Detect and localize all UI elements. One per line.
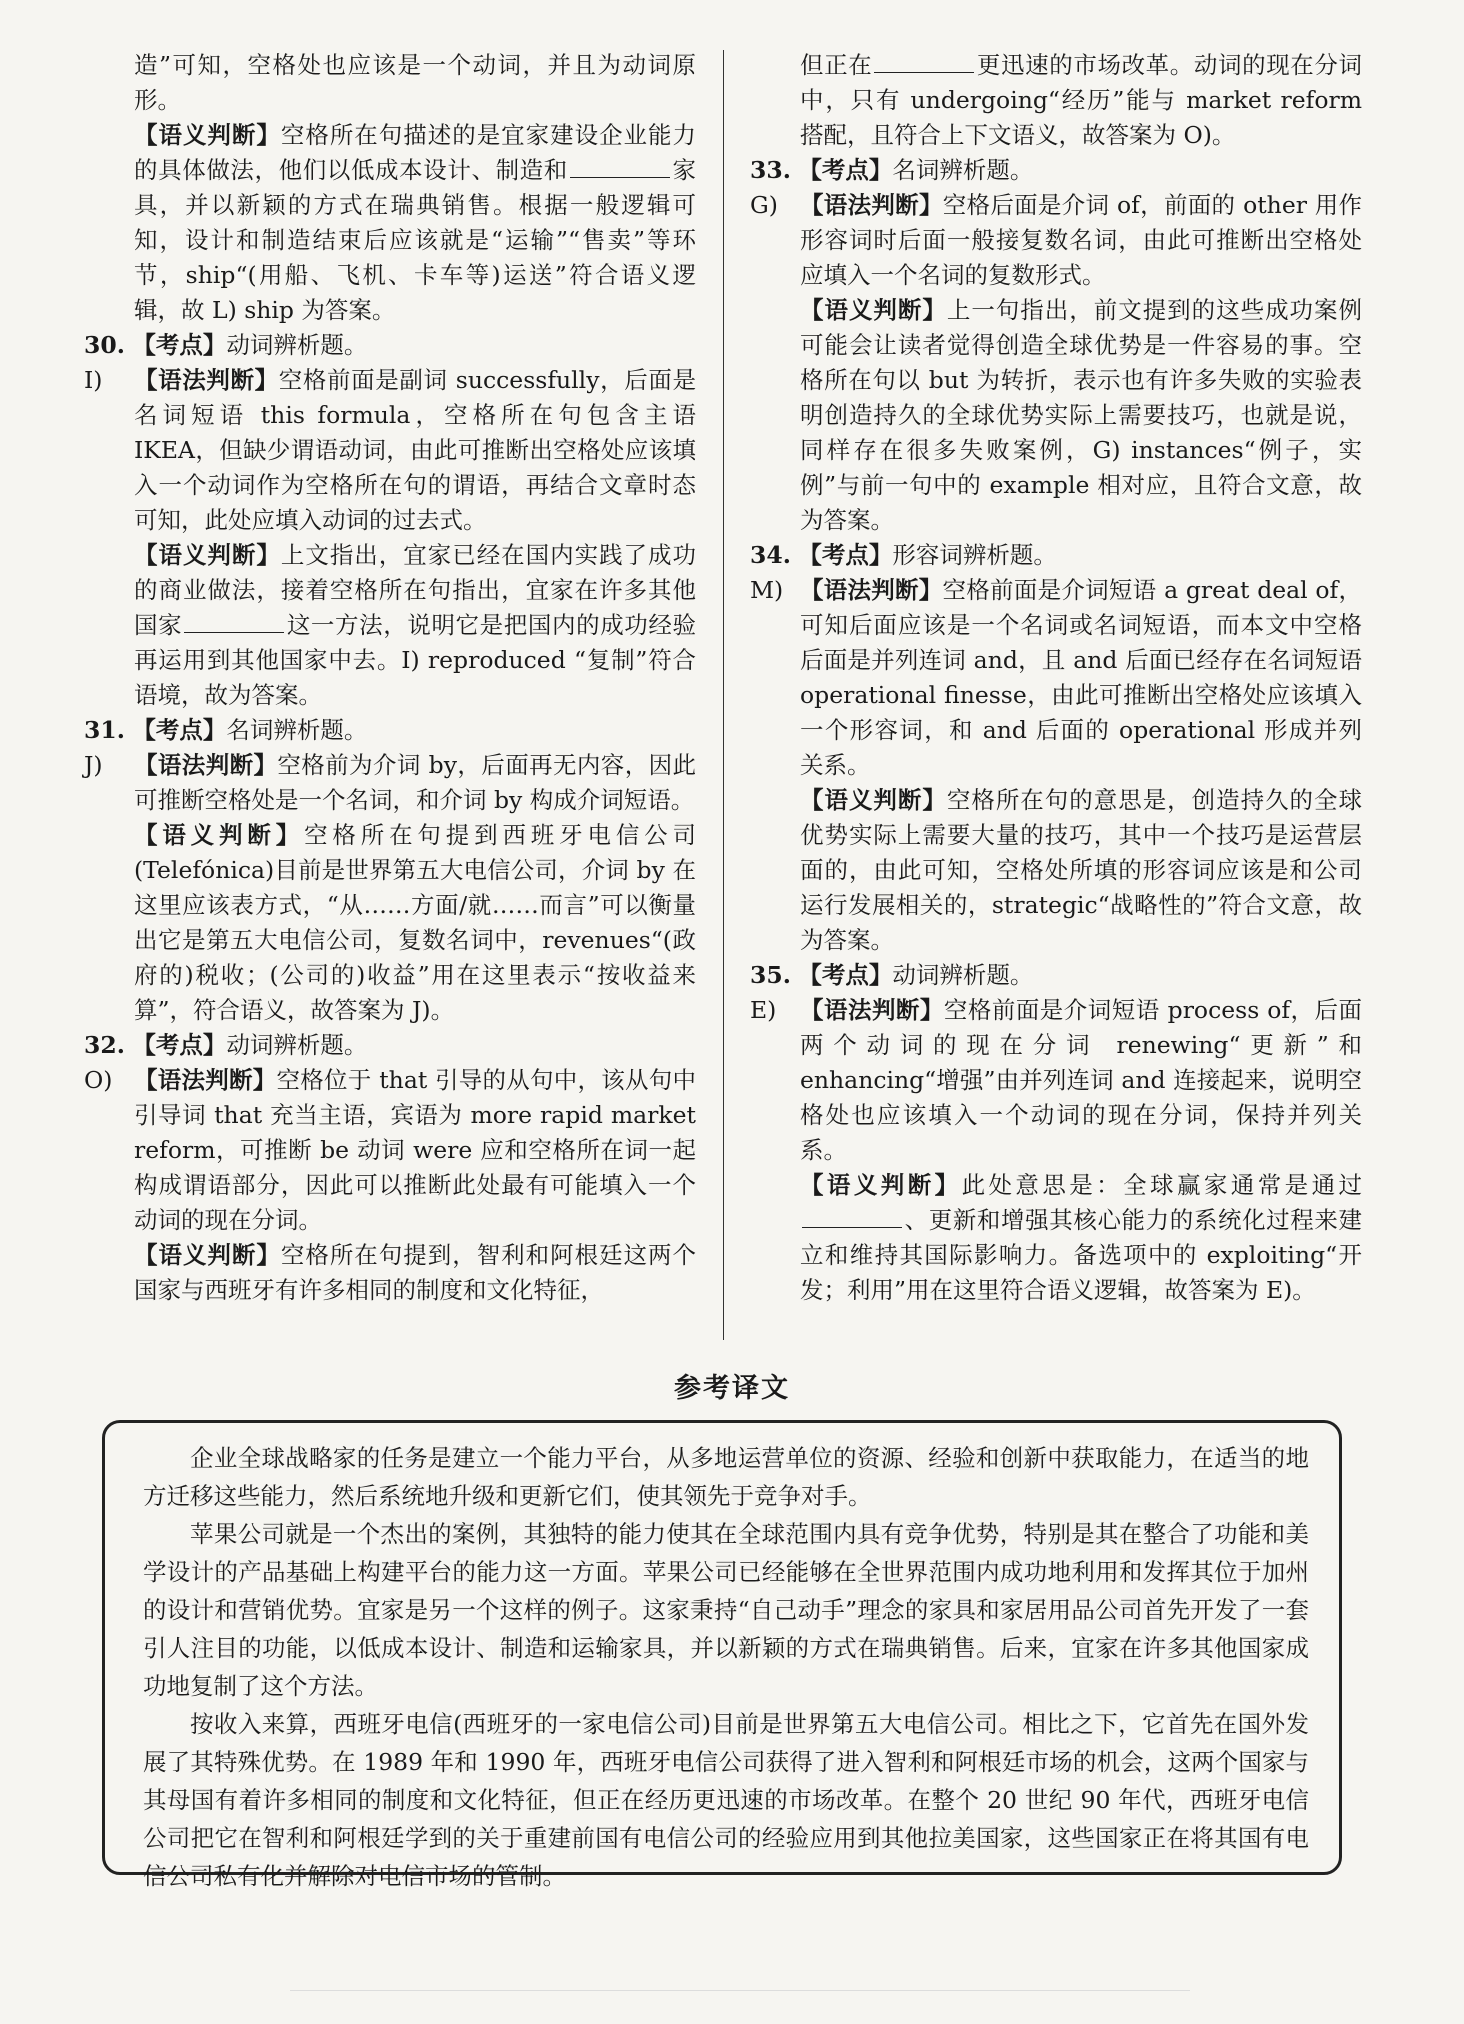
column-divider — [723, 50, 724, 1340]
paragraph-text: 空格所在句的意思是，创造持久的全球优势实际上需要大量的技巧，其中一个技巧是运营层面的，由此可知，空格处所填的形容词应该是和公司运行发展相关的，strategic“战略性的”符合文意，故为答案。 — [800, 786, 1363, 954]
point-label: 【考点】 — [132, 716, 227, 744]
paragraph-text: 空格所在句提到，智利和阿根廷这两个国家与西班牙有许多相同的制度和文化特征， — [134, 1241, 697, 1304]
question-type: 名词辨析题。 — [226, 716, 368, 744]
fill-blank — [802, 1226, 902, 1228]
grammar-label: 【语法判断】 — [134, 366, 279, 394]
paragraph-text: 空格前面是介词短语 process of，后面两个动词的现在分词 renewing“更新”和 enhancing“增强”由并列连词 and 连接起来，说明空格处也应该填入一个动词的现在分词，保持并列关系。 — [800, 996, 1363, 1164]
question-30-semantic — [84, 538, 696, 713]
paragraph-text: 造”可知，空格处也应该是一个动词，并且为动词原形。 — [134, 51, 696, 114]
paragraph-text: 空格所在句提到西班牙电信公司(Telefónica)目前是世界第五大电信公司，介词 by 在这里应该表方式，“从……方面/就……而言”可以衡量出它是第五大电信公司，复数名词中，revenues“(政府的)税收；(公司的)收益”用在这里表示“按收益来算”，符合语义，故答案为 J)。 — [134, 821, 697, 1024]
semantic-label: 【语义判断】 — [134, 821, 305, 849]
question-type: 动词辨析题。 — [226, 331, 368, 359]
paragraph-text: 空格位于 that 引导的从句中，该从句中引导词 that 充当主语，宾语为 more rapid market reform，可推断 be 动词 were 应和空格所在词一起构成谓语部分，因此可以推断此处最有可能填入一个动词的现在分词。 — [134, 1066, 696, 1234]
paragraph-text: 空格后面是介词 of，前面的 other 用作形容词时后面一般接复数名词，由此可推断出空格处应填入一个名词的复数形式。 — [800, 191, 1363, 289]
paragraph-text: 更迅速的市场改革。动词的现在分词中，只有 undergoing“经历”能与 market reform 搭配，且符合上下文语义，故答案为 O)。 — [800, 51, 1363, 149]
question-31-header — [84, 713, 696, 748]
paragraph-text: 空格前面是介词短语 a great deal of，可知后面应该是一个名词或名词短语，而本文中空格后面是并列连词 and，且 and 后面已经存在名词短语 operational finesse，由此可推断出空格处应该填入一个形容词，和 and 后面的 operational 形成并列关系。 — [800, 576, 1362, 779]
grammar-label: 【语法判断】 — [134, 1066, 277, 1094]
question-type: 动词辨析题。 — [226, 1031, 368, 1059]
question-type: 动词辨析题。 — [892, 961, 1034, 989]
question-33-header — [750, 153, 1362, 188]
question-31-grammar — [84, 748, 696, 818]
point-label: 【考点】 — [798, 961, 893, 989]
translation-paragraph: 按收入来算，西班牙电信(西班牙的一家电信公司)目前是世界第五大电信公司。相比之下，它首先在国外发展了其特殊优势。在 1989 年和 1990 年，西班牙电信公司获得了进入智利和阿根廷市场的机会，这两个国家与其母国有着许多相同的制度和文化特征，但正在经历更迅速的市场改革。在整个 20 世纪 90 年代，西班牙电信公司把它在智利和阿根廷学到的关于重建前国有电信公司的经验应用到其他拉美国家，这些国家正在将其国有电信公司私有化并解除对电信市场的管制。 — [143, 1710, 1309, 1890]
question-number: 33. — [750, 156, 791, 184]
paragraph-text: 家具，并以新颖的方式在瑞典销售。根据一般逻辑可知，设计和制造结束后应该就是“运输”“售卖”等环节，ship“(用船、飞机、卡车等)运送”符合语义逻辑，故 L) ship 为答案。 — [134, 156, 697, 324]
grammar-label: 【语法判断】 — [800, 576, 943, 604]
point-label: 【考点】 — [132, 1031, 227, 1059]
question-32-grammar — [84, 1063, 696, 1238]
question-34-header — [750, 538, 1362, 573]
paragraph-text: 、更新和增强其核心能力的系统化过程来建立和维持其国际影响力。备选项中的 exploiting“开发；利用”用在这里符合语义逻辑，故答案为 E)。 — [800, 1206, 1362, 1304]
paragraph-text: 此处意思是：全球赢家通常是通过 — [961, 1171, 1363, 1199]
translation-paragraph: 苹果公司就是一个杰出的案例，其独特的能力使其在全球范围内具有竞争优势，特别是其在整合了功能和美学设计的产品基础上构建平台的能力这一方面。苹果公司已经能够在全世界范围内成功地利用和发挥其位于加州的设计和营销优势。宜家是另一个这样的例子。这家秉持“自己动手”理念的家具和家居用品公司首先开发了一套引人注目的功能，以低成本设计、制造和运输家具，并以新颖的方式在瑞典销售。后来，宜家在许多其他国家成功地复制了这个方法。 — [143, 1520, 1309, 1700]
semantic-label: 【语义判断】 — [800, 296, 947, 324]
semantic-label: 【语义判断】 — [134, 1241, 281, 1269]
question-34-grammar — [750, 573, 1362, 783]
question-32-continued — [750, 48, 1362, 153]
question-type: 名词辨析题。 — [892, 156, 1034, 184]
left-column — [84, 48, 696, 1308]
answer-letter: G) — [750, 191, 778, 219]
translation-paragraph: 企业全球战略家的任务是建立一个能力平台，从多地运营单位的资源、经验和创新中获取能力，在适当的地方迁移这些能力，然后系统地升级和更新它们，使其领先于竞争对手。 — [143, 1444, 1309, 1510]
answer-letter: E) — [750, 996, 777, 1024]
paragraph-text: 上一句指出，前文提到的这些成功案例可能会让读者觉得创造全球优势是一件容易的事。空格所在句以 but 为转折，表示也有许多失败的实验表明创造持久的全球优势实际上需要技巧，也就是说，同样存在很多失败案例，G) instances“例子，实例”与前一句中的 example 相对应，且符合文意，故为答案。 — [800, 296, 1363, 534]
semantic-label: 【语义判断】 — [800, 786, 947, 814]
paragraph-text: 空格前为介词 by，后面再无内容，因此可推断空格处是一个名词，和介词 by 构成介词短语。 — [134, 751, 696, 814]
question-35-grammar — [750, 993, 1362, 1168]
question-35-semantic — [750, 1168, 1362, 1308]
paragraph-text: 但正在 — [800, 51, 873, 79]
question-31-semantic — [84, 818, 696, 1028]
question-number: 30. — [84, 331, 125, 359]
answer-letter: O) — [84, 1066, 113, 1094]
answer-letter: J) — [84, 751, 103, 779]
question-number: 31. — [84, 716, 125, 744]
translation-title: 参考译文 — [674, 1373, 790, 1404]
question-33-semantic — [750, 293, 1362, 538]
question-number: 35. — [750, 961, 791, 989]
question-30-header — [84, 328, 696, 363]
point-label: 【考点】 — [798, 541, 893, 569]
question-number: 34. — [750, 541, 791, 569]
answer-letter: I) — [84, 366, 103, 394]
semantic-label: 【语义判断】 — [134, 121, 281, 149]
question-32-semantic — [84, 1238, 696, 1308]
fill-blank — [184, 631, 284, 633]
answer-letter: M) — [750, 576, 784, 604]
semantic-label: 【语义判断】 — [800, 1171, 962, 1199]
answer-paragraph — [84, 48, 696, 118]
question-type: 形容词辨析题。 — [892, 541, 1057, 569]
paragraph-text: 上文指出，宜家已经在国内实践了成功的商业做法，接着空格所在句指出，宜家在许多其他国家 — [134, 541, 697, 639]
paragraph-text: 这一方法，说明它是把国内的成功经验再运用到其他国家中去。I) reproduced “复制”符合语境，故为答案。 — [134, 611, 697, 709]
right-column — [750, 48, 1362, 1308]
paragraph-text: 空格所在句描述的是宜家建设企业能力的具体做法，他们以低成本设计、制造和 — [134, 121, 697, 184]
question-30-grammar — [84, 363, 696, 538]
question-35-header — [750, 958, 1362, 993]
question-34-semantic — [750, 783, 1362, 958]
point-label: 【考点】 — [798, 156, 893, 184]
question-number: 32. — [84, 1031, 125, 1059]
point-label: 【考点】 — [132, 331, 227, 359]
page-bottom-rule — [290, 1990, 1190, 1991]
grammar-label: 【语法判断】 — [134, 751, 278, 779]
question-33-grammar — [750, 188, 1362, 293]
grammar-label: 【语法判断】 — [800, 191, 943, 219]
grammar-label: 【语法判断】 — [800, 996, 944, 1024]
fill-blank — [874, 71, 974, 73]
semantic-label: 【语义判断】 — [134, 541, 281, 569]
translation-box — [102, 1420, 1342, 1890]
paragraph-text: 空格前面是副词 successfully，后面是名词短语 this formula，空格所在句包含主语 IKEA，但缺少谓语动词，由此可推断出空格处应该填入一个动词作为空格所在句的谓语，再结合文章时态可知，此处应填入动词的过去式。 — [134, 366, 696, 534]
fill-blank — [570, 176, 670, 178]
semantic-paragraph — [84, 118, 696, 328]
question-32-header — [84, 1028, 696, 1063]
